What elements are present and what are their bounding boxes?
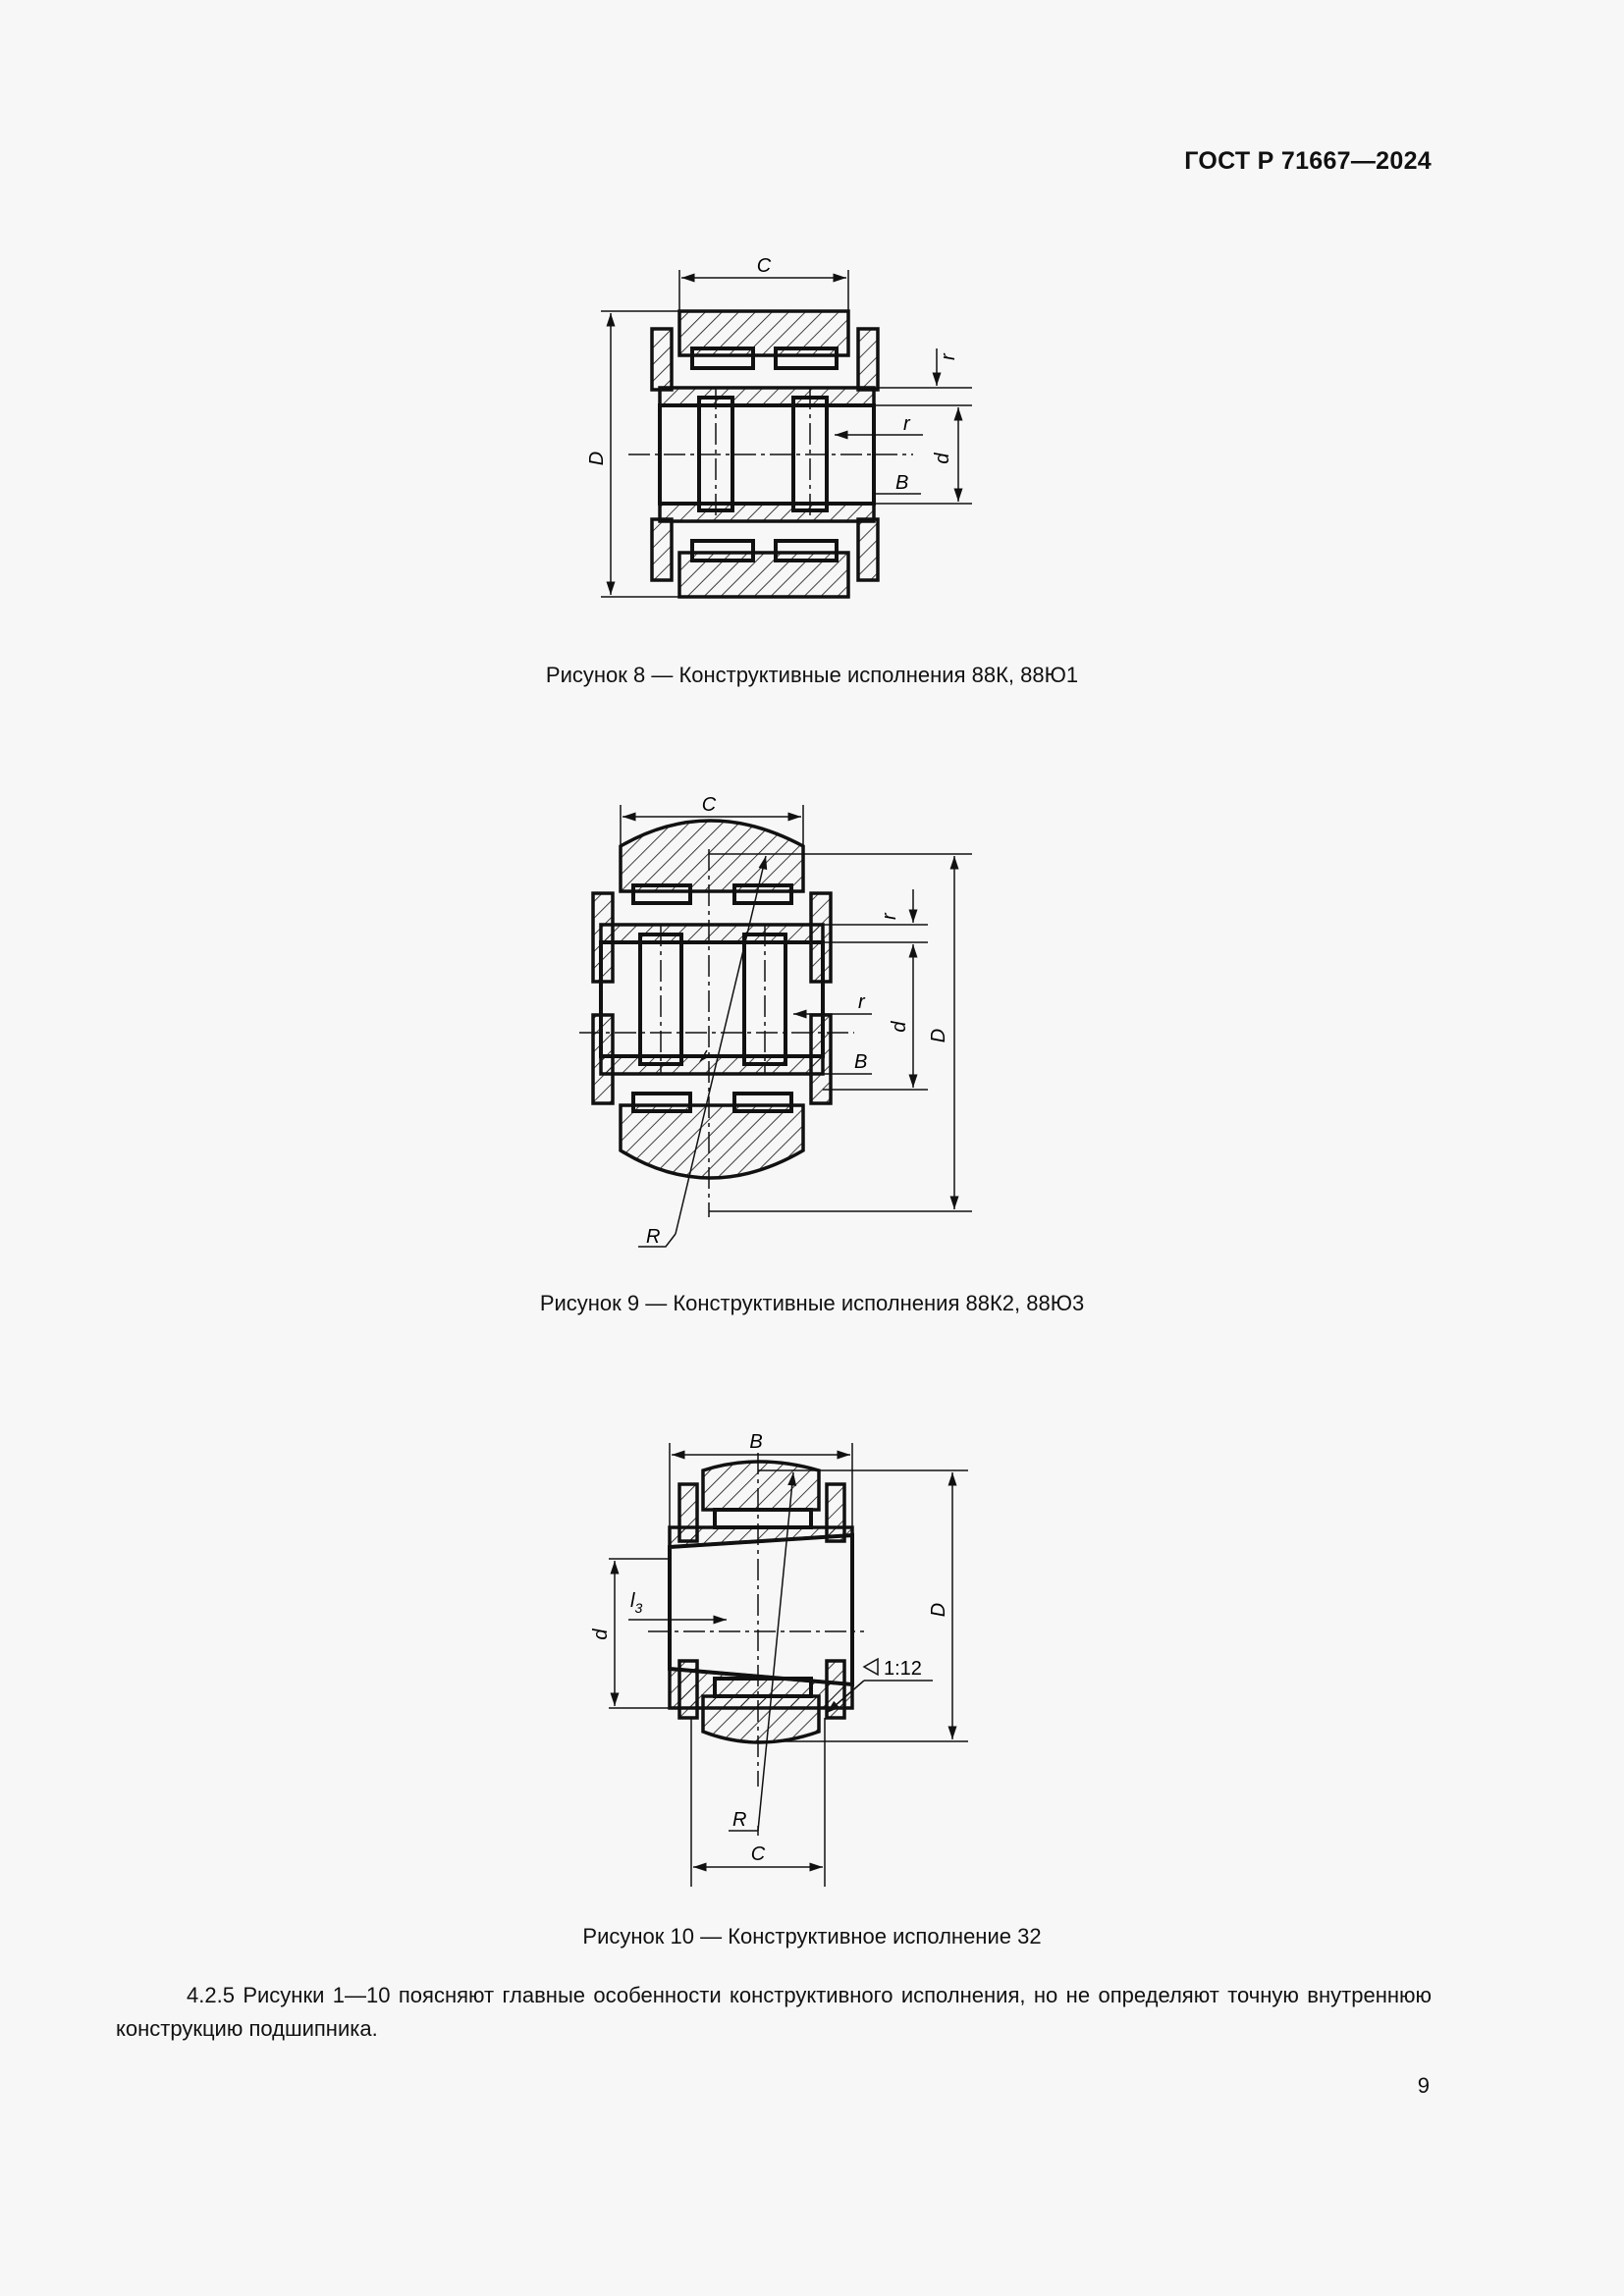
dim-B: B [854,1051,868,1073]
dim-r-inner: r [858,991,865,1013]
dim-R: R [646,1226,661,1248]
inner-ring-top [660,388,874,405]
dim-D: D [928,1602,949,1618]
paragraph-text: 4.2.5 Рисунки 1—10 поясняют главные особенности конструктивного исполнения, но не определяют точную внутреннюю конструкцию подшипника. [116,1983,1432,2041]
dim-d: d [932,453,953,464]
dim-r-inner: r [903,413,910,435]
dim-r-top: r [938,353,959,360]
dim-C: C [756,255,772,277]
side-plate [858,329,878,390]
dim-d: d [590,1629,612,1640]
side-plate [858,519,878,580]
standard-designation: ГОСТ Р 71667—2024 [1184,147,1432,175]
figure-10-caption: Рисунок 10 — Конструктивное исполнение 32 [582,1924,1042,1949]
dim-C: C [701,795,717,816]
inner-ring-bottom [601,1056,823,1074]
dim-l3: l [630,1590,635,1612]
side-plate [652,329,672,390]
figure-8-drawing [0,250,1624,623]
figure-9-drawing [0,795,1624,1256]
paragraph-4-2-5 [116,1979,1432,2046]
dim-C: C [750,1843,766,1865]
figure-9 [0,795,1624,1256]
outer-ring-top [703,1462,819,1510]
svg-text:l3 [630,1590,642,1616]
dim-D: D [586,451,608,466]
bore [601,942,823,1056]
needle-row [715,1510,811,1527]
dim-l3-subscript: 3 [634,1600,643,1616]
figure-10 [0,1414,1624,1895]
dim-d: d [889,1021,910,1033]
crowned-outer-ring-top [621,821,803,891]
dim-B: B [895,472,909,494]
inner-ring-bottom [660,504,874,521]
taper-symbol [864,1659,878,1675]
crowned-outer-ring-bottom [621,1105,803,1178]
taper-ratio: 1:12 [884,1658,922,1680]
dim-r-top: r [879,913,900,920]
side-plate [652,519,672,580]
figure-10-drawing [0,1414,1624,1895]
dim-D: D [928,1028,949,1043]
figure-8-caption: Рисунок 8 — Конструктивные исполнения 88К, 88Ю1 [545,663,1079,687]
figure-8 [0,250,1624,623]
dim-R: R [732,1809,747,1831]
figure-9-caption: Рисунок 9 — Конструктивные исполнения 88К2, 88Ю3 [539,1291,1085,1315]
dim-B: B [749,1431,763,1453]
page-number: 9 [1417,2073,1430,2098]
inner-ring-top [601,925,823,942]
